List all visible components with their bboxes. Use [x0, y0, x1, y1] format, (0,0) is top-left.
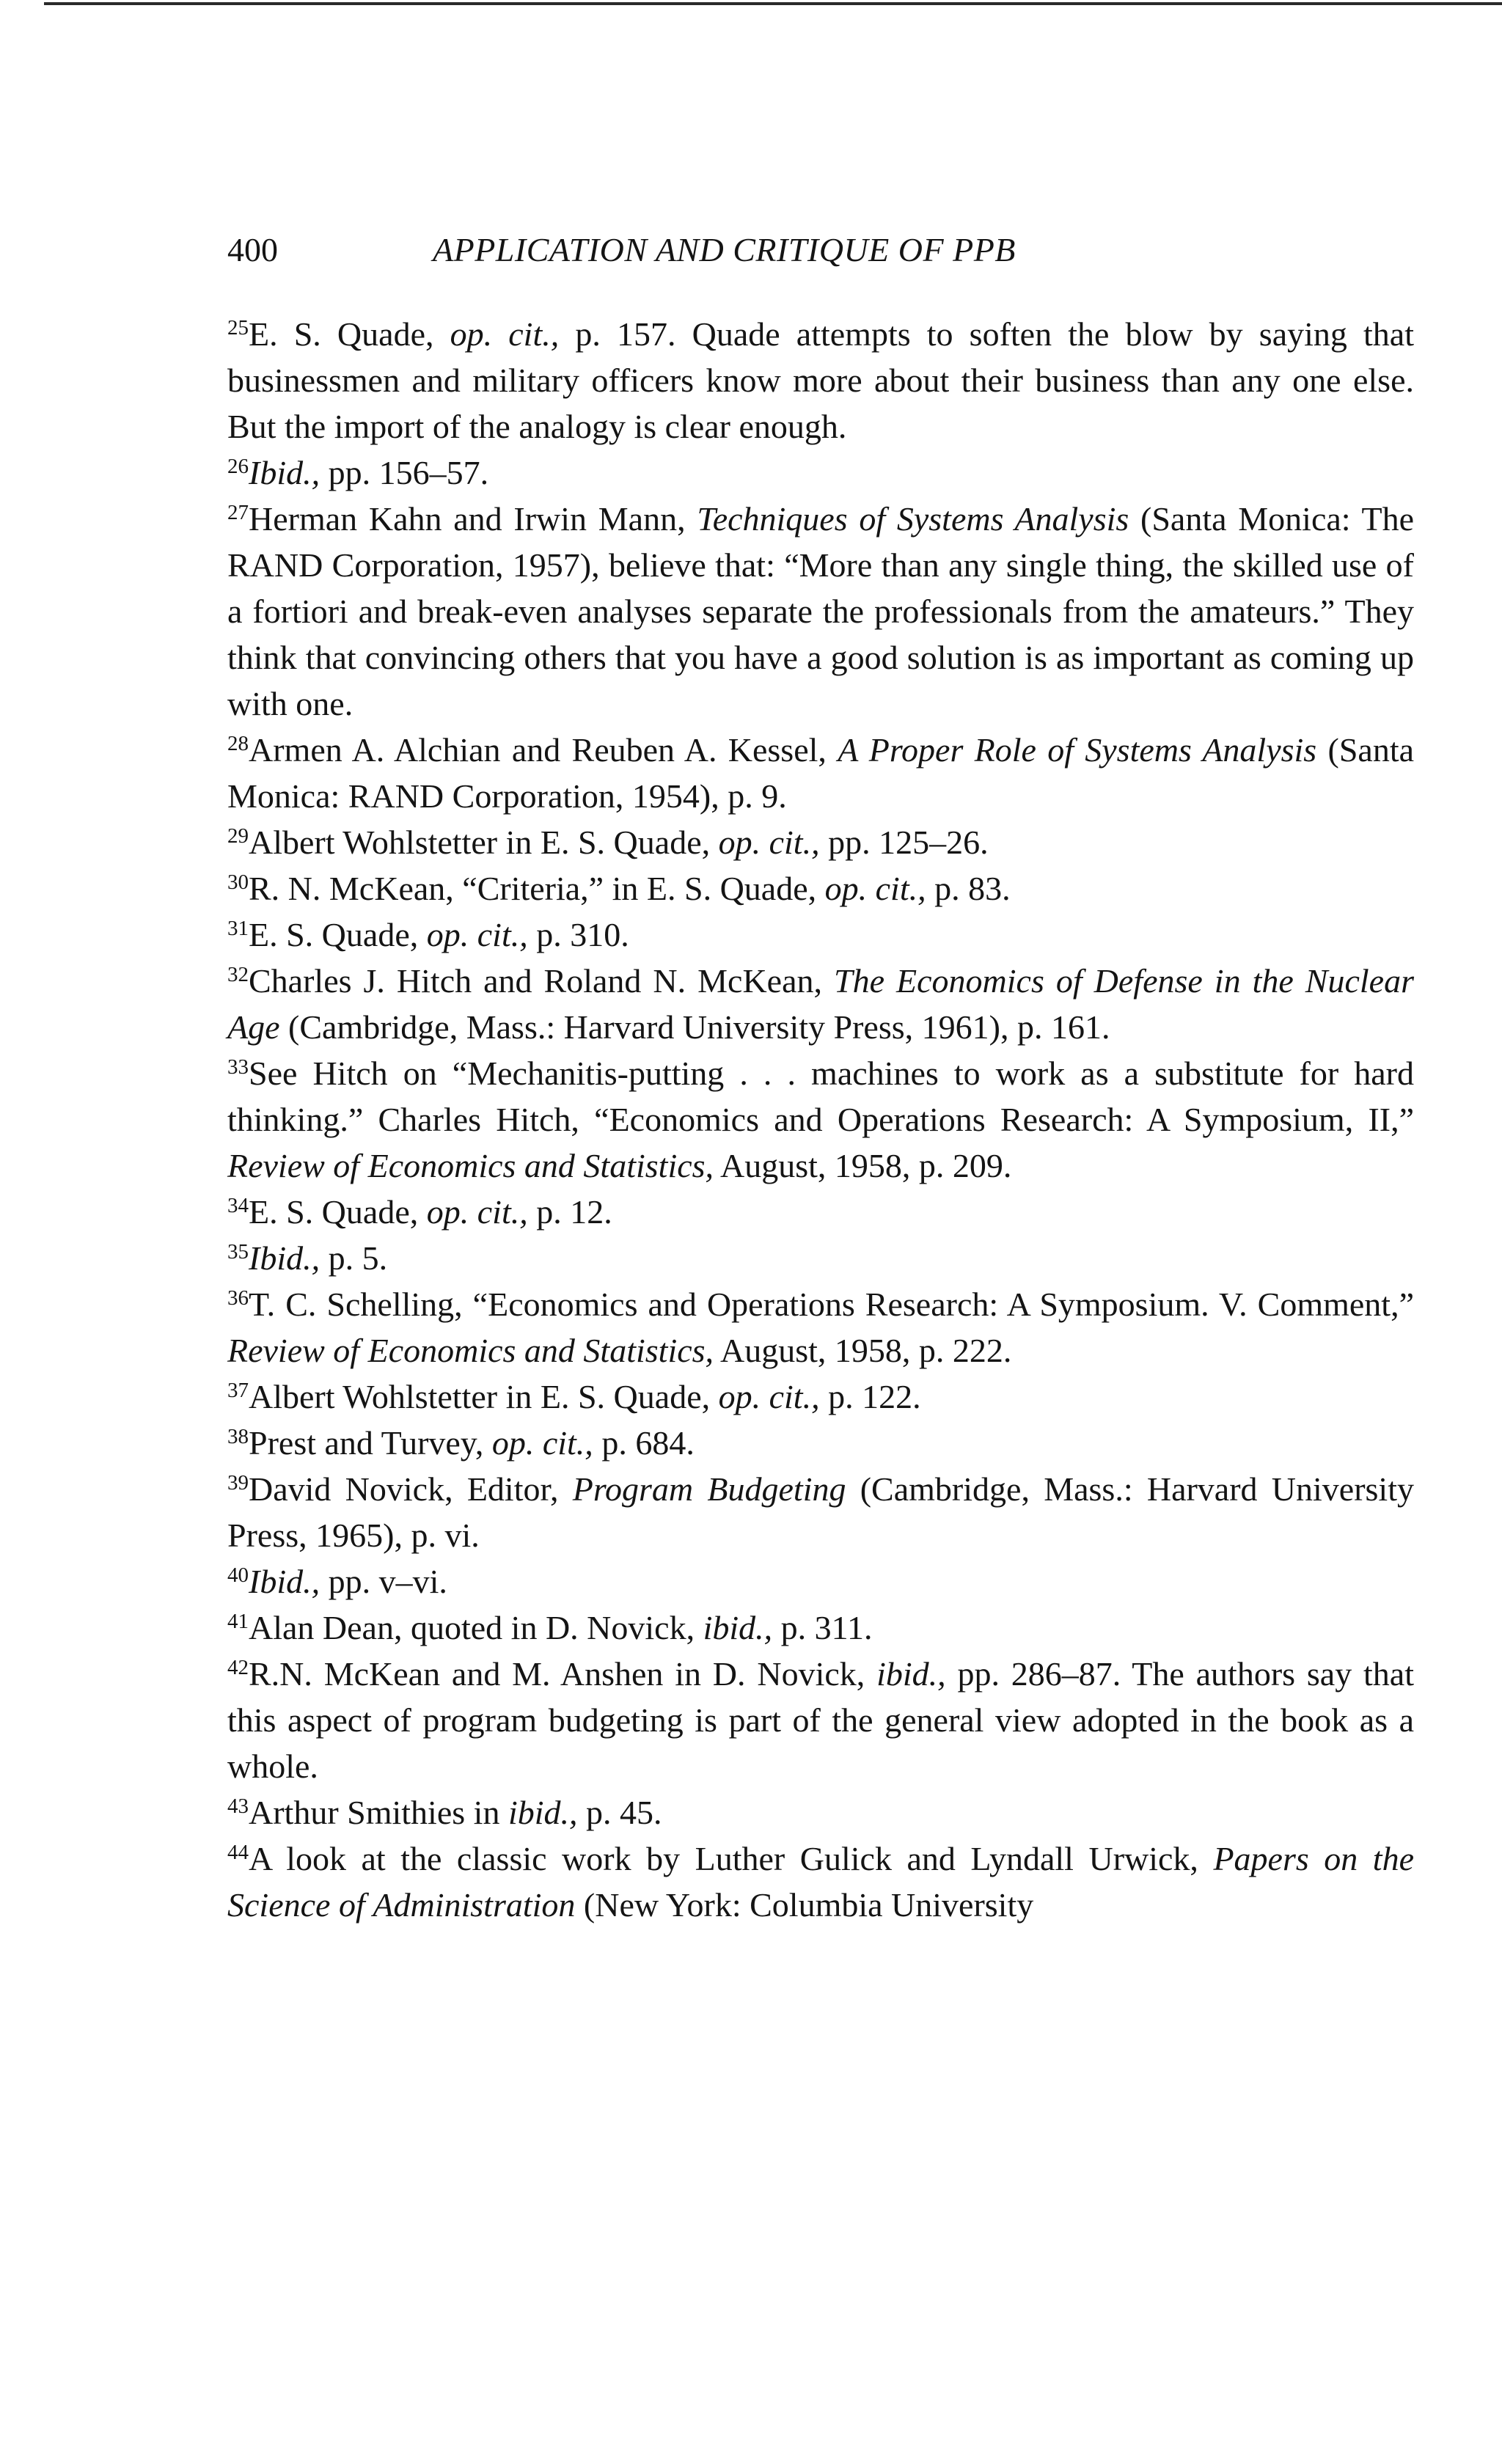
footnote-27 [227, 496, 1414, 727]
running-head [227, 233, 1414, 267]
footnote-38 [227, 1420, 1414, 1466]
footnote-text: p. 83. [926, 870, 1011, 907]
footnote-text: Charles J. Hitch and Roland N. McKean, [249, 962, 835, 1000]
footnote-text: pp. v–vi. [320, 1563, 447, 1600]
footnote-31 [227, 912, 1414, 958]
footnote-number: 39 [227, 1471, 249, 1495]
footnote-text: R. N. McKean, “Criteria,” in E. S. Quade, [249, 870, 825, 907]
footnote-text: Prest and Turvey, [249, 1424, 492, 1462]
footnote-number: 37 [227, 1379, 249, 1402]
footnote-text: p. 12. [527, 1193, 612, 1231]
footnote-text: A look at the classic work by Luther Gulick and Lyndall Urwick, [249, 1840, 1214, 1877]
footnote-number: 30 [227, 870, 249, 894]
footnote-italic-text: ibid., [703, 1609, 773, 1646]
footnotes-list [227, 311, 1414, 1928]
footnote-number: 34 [227, 1194, 249, 1217]
footnote-text: (Cambridge, Mass.: Harvard University Press, 1961), p. 161. [279, 1008, 1110, 1046]
top-border-line [44, 2, 1502, 5]
footnote-number: 41 [227, 1610, 249, 1633]
footnote-italic-text: Techniques of Systems Analysis [697, 500, 1129, 538]
footnote-italic-text: op. cit., [450, 315, 560, 353]
footnote-text: p. 45. [577, 1794, 662, 1831]
footnote-italic-text: ibid., [876, 1655, 946, 1693]
footnote-35 [227, 1235, 1414, 1281]
footnote-33 [227, 1050, 1414, 1189]
footnote-32 [227, 958, 1414, 1050]
footnote-text: p. 5. [320, 1239, 388, 1277]
footnote-text: p. 157. Quade attempts to soften the blow by saying that businessmen and military officers know more about their business than any one else. But the import of the analogy is clear enough. [227, 315, 1414, 445]
footnote-34 [227, 1189, 1414, 1235]
page-content [227, 233, 1414, 1928]
footnote-text: (New York: Columbia University [575, 1886, 1034, 1924]
footnote-number: 26 [227, 455, 249, 478]
footnote-italic-text: Program Budgeting [572, 1470, 846, 1508]
footnote-number: 29 [227, 824, 249, 848]
footnote-italic-text: ibid., [508, 1794, 578, 1831]
footnote-26 [227, 450, 1414, 496]
footnote-text: p. 311. [772, 1609, 873, 1646]
footnote-text: p. 684. [593, 1424, 695, 1462]
footnote-text: (Santa Monica: The RAND Corporation, 1957), believe that: “More than any single thing, the skilled use of a fortiori and break-even analyses separate the professionals from the amateurs.” They think that convincing others that you have a good solution is as important as coming up with one. [227, 500, 1414, 722]
footnote-italic-text: op. cit., [491, 1424, 593, 1462]
footnote-italic-text: The Economics of Defense in the Nuclear Age [227, 962, 1414, 1046]
footnote-40 [227, 1558, 1414, 1605]
footnote-text: (Santa Monica: RAND Corporation, 1954), p. 9. [227, 731, 1415, 815]
footnote-39 [227, 1466, 1414, 1558]
footnote-29 [227, 819, 1414, 865]
footnote-text: (Cambridge, Mass.: Harvard University Press, 1965), p. vi. [227, 1470, 1414, 1554]
footnote-text: August, 1958, p. 209. [714, 1147, 1012, 1184]
footnote-number: 40 [227, 1563, 249, 1587]
footnote-text: David Novick, Editor, [249, 1470, 573, 1508]
footnote-italic-text: op. cit., [718, 1378, 820, 1415]
footnote-text: Herman Kahn and Irwin Mann, [249, 500, 697, 538]
footnote-text: R.N. McKean and M. Anshen in D. Novick, [249, 1655, 877, 1693]
footnote-text: Albert Wohlstetter in E. S. Quade, [249, 824, 719, 861]
footnote-italic-text: op. cit., [718, 824, 820, 861]
footnote-30 [227, 865, 1414, 912]
footnote-text: August, 1958, p. 222. [714, 1332, 1012, 1369]
footnote-number: 44 [227, 1841, 249, 1864]
footnote-italic-text: op. cit., [426, 916, 528, 953]
footnote-italic-text: Ibid., [249, 454, 320, 491]
footnote-number: 32 [227, 963, 249, 986]
footnote-text: See Hitch on “Mechanitis-putting . . . machines to work as a substitute for hard thinking.” Charles Hitch, “Economics and Operations Research: A Symposium, II,” [227, 1055, 1414, 1138]
footnote-number: 38 [227, 1425, 249, 1448]
footnote-number: 27 [227, 501, 249, 524]
footnote-text: Arthur Smithies in [249, 1794, 508, 1831]
footnote-text: Alan Dean, quoted in D. Novick, [249, 1609, 703, 1646]
footnote-text: E. S. Quade, [249, 916, 427, 953]
footnote-43 [227, 1789, 1414, 1836]
footnote-text: E. S. Quade, [249, 1193, 427, 1231]
footnote-number: 36 [227, 1286, 249, 1310]
footnote-italic-text: Ibid., [249, 1239, 320, 1277]
footnote-text: Albert Wohlstetter in E. S. Quade, [249, 1378, 719, 1415]
footnote-text: pp. 125–26. [819, 824, 989, 861]
footnote-number: 25 [227, 316, 249, 340]
footnote-41 [227, 1605, 1414, 1651]
running-title: APPLICATION AND CRITIQUE OF PPB [433, 231, 1016, 268]
footnote-number: 35 [227, 1240, 249, 1264]
footnote-number: 43 [227, 1794, 249, 1818]
footnote-number: 31 [227, 917, 249, 940]
footnote-italic-text: Ibid., [249, 1563, 320, 1600]
page-number: 400 [227, 231, 278, 268]
footnote-text: p. 310. [527, 916, 629, 953]
footnote-text: pp. 286–87. The authors say that this aspect of program budgeting is part of the general view adopted in the book as a whole. [227, 1655, 1414, 1785]
footnote-text: pp. 156–57. [320, 454, 489, 491]
footnote-italic-text: Review of Economics and Statistics, [227, 1332, 714, 1369]
footnote-number: 28 [227, 732, 249, 755]
footnote-italic-text: op. cit., [426, 1193, 528, 1231]
footnote-text: p. 122. [819, 1378, 921, 1415]
footnote-42 [227, 1651, 1414, 1789]
footnote-25 [227, 311, 1414, 450]
footnote-italic-text: Papers on the Science of Administration [227, 1840, 1415, 1924]
footnote-italic-text: op. cit., [824, 870, 926, 907]
footnote-number: 42 [227, 1656, 249, 1679]
footnote-text: T. C. Schelling, “Economics and Operations Research: A Symposium. V. Comment,” [249, 1286, 1414, 1323]
footnote-text: Armen A. Alchian and Reuben A. Kessel, [249, 731, 838, 769]
footnote-text: E. S. Quade, [249, 315, 450, 353]
footnote-37 [227, 1374, 1414, 1420]
footnote-number: 33 [227, 1055, 249, 1079]
footnote-28 [227, 727, 1414, 819]
footnote-44 [227, 1836, 1414, 1928]
footnote-italic-text: Review of Economics and Statistics, [227, 1147, 714, 1184]
footnote-36 [227, 1281, 1414, 1374]
footnote-italic-text: A Proper Role of Systems Analysis [838, 731, 1317, 769]
